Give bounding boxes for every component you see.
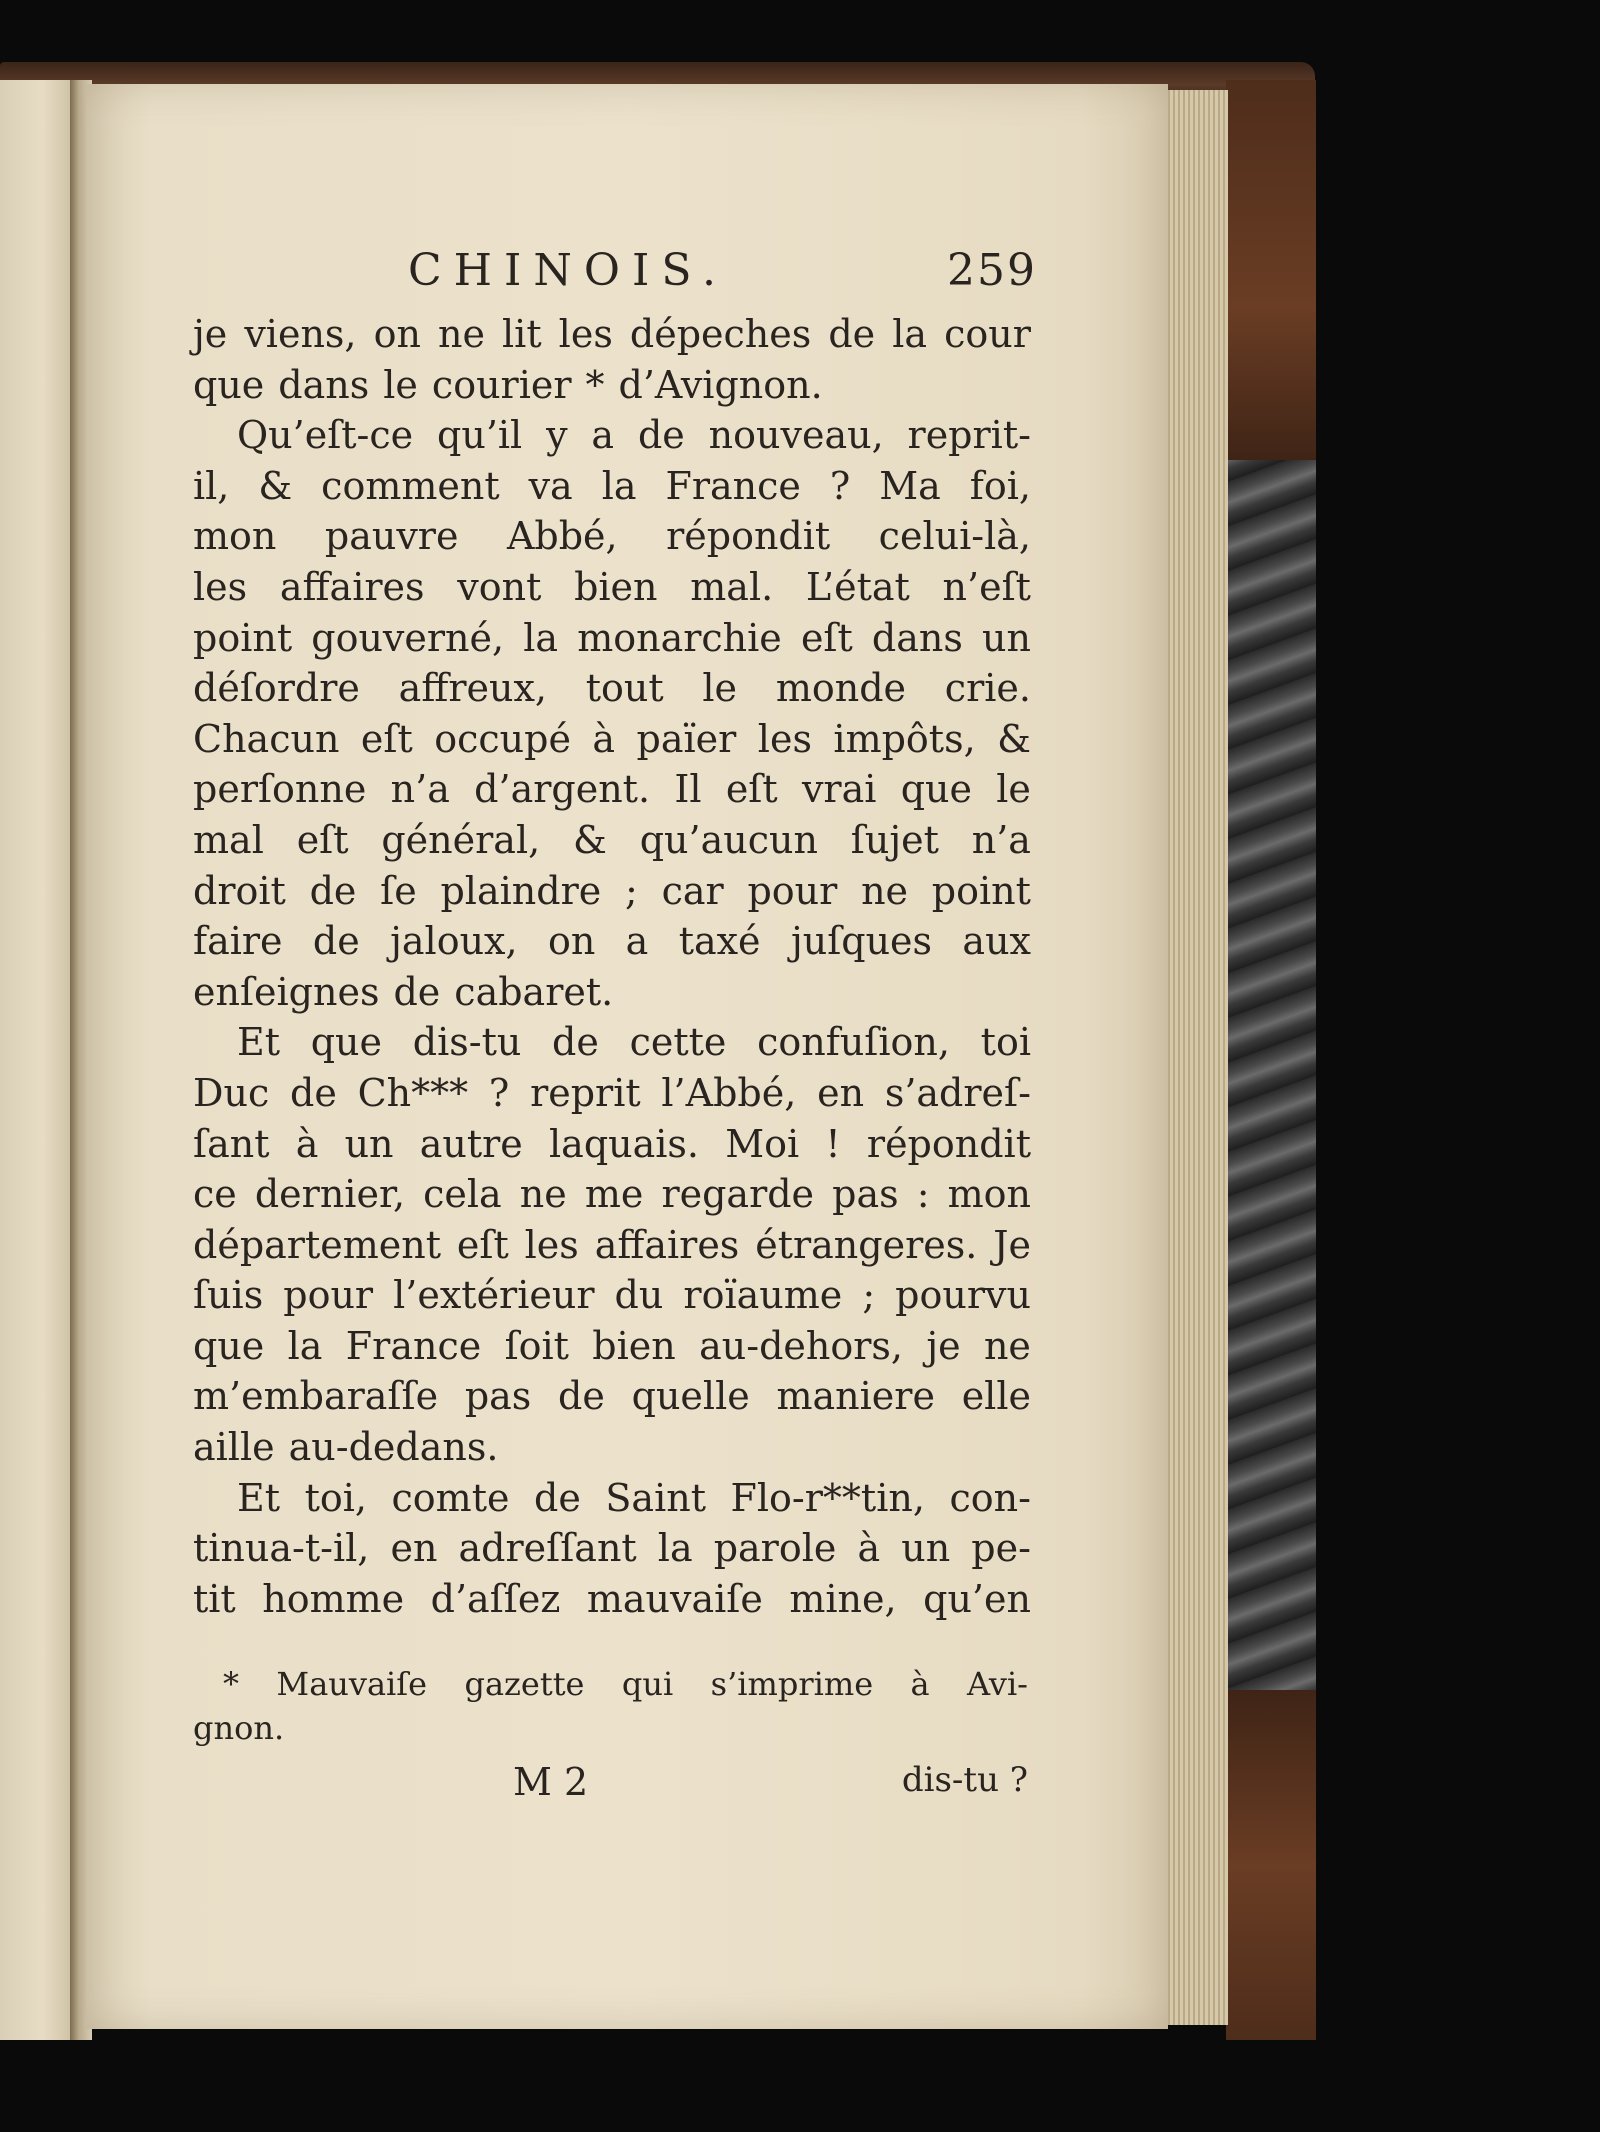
word: ſant xyxy=(193,1121,270,1166)
text-line xyxy=(193,360,1031,411)
word: mine, xyxy=(789,1576,897,1621)
word: confuſion, xyxy=(757,1020,950,1065)
word: le xyxy=(383,362,418,407)
text-line xyxy=(193,1169,1031,1220)
word: Abbé, xyxy=(506,514,618,559)
word: pas xyxy=(832,1172,899,1217)
word: département xyxy=(193,1222,441,1267)
word: ! xyxy=(825,1121,841,1166)
word: de xyxy=(552,1020,599,1065)
text-line xyxy=(193,916,1031,967)
text-line xyxy=(193,1017,1031,1068)
word: n’a xyxy=(971,817,1031,862)
word: droit xyxy=(193,868,286,913)
word: de xyxy=(558,1374,605,1419)
word: n’a xyxy=(390,767,450,812)
word: le xyxy=(702,666,738,711)
word: & xyxy=(258,463,293,508)
word: étrangeres. xyxy=(755,1222,978,1267)
word: ſe xyxy=(380,868,417,913)
text-line xyxy=(193,1270,1031,1321)
word: jaloux, xyxy=(390,919,518,964)
word: du xyxy=(614,1273,664,1318)
catchword: dis-tu ? xyxy=(901,1760,1028,1800)
text-block xyxy=(193,245,1037,1624)
word: s’adreſ- xyxy=(884,1070,1031,1115)
text-line xyxy=(193,309,1031,360)
word: monarchie xyxy=(577,615,782,660)
text-line xyxy=(193,1068,1031,1119)
word: les xyxy=(757,716,812,761)
word: reprit xyxy=(530,1070,641,1115)
word: ſuis xyxy=(193,1273,264,1318)
word: occupé xyxy=(434,716,571,761)
word: roïaume xyxy=(683,1273,843,1318)
footnote-line xyxy=(193,1706,1028,1750)
word: ſoit xyxy=(504,1323,569,1368)
word: celui-là, xyxy=(878,514,1031,559)
word: je xyxy=(193,312,228,356)
word: affaires xyxy=(279,564,425,609)
word: : xyxy=(916,1172,930,1217)
word: pauvre xyxy=(324,514,459,559)
leather-corner-bottom xyxy=(1226,1690,1316,2040)
leather-corner-top xyxy=(1226,80,1316,460)
word: ? xyxy=(488,1070,510,1115)
word: qu’il xyxy=(437,413,523,458)
word: & xyxy=(573,817,607,862)
word: nouveau, xyxy=(708,413,884,458)
word: toi xyxy=(980,1020,1031,1065)
word: mauvaiſe xyxy=(586,1576,763,1621)
word: Chacun xyxy=(193,716,340,761)
word: comment xyxy=(321,463,500,508)
word: je xyxy=(926,1323,961,1368)
word: regarde xyxy=(661,1172,815,1217)
word: ne xyxy=(983,1323,1031,1368)
word: Flo-r**tin, xyxy=(730,1475,925,1520)
page-header xyxy=(193,245,1037,305)
word: eſt xyxy=(725,767,778,812)
word: ? xyxy=(829,463,851,508)
word: cette xyxy=(629,1020,727,1065)
word: bien xyxy=(574,564,658,609)
word: n’eſt xyxy=(942,564,1031,609)
word: France xyxy=(665,463,801,508)
word: dis-tu xyxy=(412,1020,522,1065)
word: qu’aucun xyxy=(639,817,818,862)
word: que xyxy=(900,767,972,812)
body-text xyxy=(193,309,1031,1624)
word: que xyxy=(193,362,265,407)
word: me xyxy=(584,1172,644,1217)
word: elle xyxy=(961,1374,1031,1419)
word: eſt xyxy=(360,716,413,761)
facing-page xyxy=(0,80,80,2040)
word: comte xyxy=(391,1475,510,1520)
text-line xyxy=(193,663,1031,714)
word: adreſſant xyxy=(458,1526,637,1571)
word: pour xyxy=(747,868,838,913)
word: les xyxy=(558,312,613,356)
word: impôts, xyxy=(833,716,976,761)
word: Il xyxy=(674,767,702,812)
word: général, xyxy=(381,817,541,862)
word: perſonne xyxy=(193,767,367,812)
word: dans xyxy=(278,362,370,407)
word: courier xyxy=(431,362,572,407)
word: déſordre xyxy=(193,666,360,711)
text-line xyxy=(193,714,1031,765)
word: quelle xyxy=(631,1374,750,1419)
page-number: 259 xyxy=(947,245,1037,296)
word: d’Avignon. xyxy=(618,362,823,407)
word: point xyxy=(193,615,293,660)
word: le xyxy=(996,767,1031,812)
word: l’Abbé, xyxy=(661,1070,797,1115)
text-line xyxy=(193,461,1031,512)
word: a xyxy=(591,413,615,458)
text-line xyxy=(193,1422,1031,1473)
word: cela xyxy=(423,1172,502,1217)
word: laquais. xyxy=(549,1121,700,1166)
word: parole xyxy=(713,1526,837,1571)
word: autre xyxy=(419,1121,523,1166)
word: que xyxy=(310,1020,383,1065)
text-line xyxy=(193,1473,1031,1524)
word: dépeches xyxy=(629,312,812,356)
word: de xyxy=(309,868,357,913)
word: qu’en xyxy=(923,1576,1031,1621)
word: il, xyxy=(193,463,230,508)
word: point xyxy=(931,868,1031,913)
footnote-word: à xyxy=(910,1665,930,1703)
word: eſt xyxy=(800,615,853,660)
word: Duc xyxy=(193,1070,270,1115)
word: de xyxy=(637,413,685,458)
footnote-word: Avi- xyxy=(967,1665,1028,1703)
word: Ch*** xyxy=(357,1070,469,1115)
word: de xyxy=(828,312,876,356)
footnote-text: gnon. xyxy=(193,1709,285,1747)
word: faire xyxy=(193,919,283,964)
footnote-word: * xyxy=(223,1665,239,1703)
word: de xyxy=(312,919,360,964)
word: plaindre xyxy=(440,868,602,913)
word: crie. xyxy=(944,666,1031,711)
text-line xyxy=(193,1321,1031,1372)
text-line xyxy=(193,866,1031,917)
footnote xyxy=(193,1662,1028,1750)
word: répondit xyxy=(866,1121,1031,1166)
word: Et xyxy=(237,1020,281,1065)
word: mal xyxy=(193,817,264,862)
word: eſt xyxy=(296,817,349,862)
word: dans xyxy=(871,615,963,660)
word: maniere xyxy=(776,1374,935,1419)
word: Moi xyxy=(725,1121,800,1166)
word: la xyxy=(892,312,928,356)
word: tout xyxy=(585,666,664,711)
word: ſujet xyxy=(850,817,939,862)
word: Je xyxy=(993,1222,1031,1267)
word: de xyxy=(290,1070,337,1115)
word: m’embaraſſe xyxy=(193,1374,439,1419)
word: en xyxy=(817,1070,865,1115)
footnote-word: s’imprime xyxy=(710,1665,874,1703)
word: la xyxy=(523,615,559,660)
word: on xyxy=(373,312,421,356)
text-line xyxy=(193,967,1031,1018)
text-line xyxy=(193,815,1031,866)
word: eſt xyxy=(456,1222,509,1267)
footnote-line xyxy=(193,1662,1028,1706)
word: tinua-t-il, xyxy=(193,1526,370,1571)
word: ne xyxy=(519,1172,567,1217)
word: gouverné, xyxy=(311,615,505,660)
word: mon xyxy=(947,1172,1031,1217)
text-line xyxy=(193,1523,1031,1574)
word: enſeignes xyxy=(193,969,380,1014)
word: a xyxy=(625,919,649,964)
text-line xyxy=(193,562,1031,613)
text-line xyxy=(193,1574,1031,1625)
word: Ma xyxy=(879,463,941,508)
word: que xyxy=(193,1323,265,1368)
word: un xyxy=(344,1121,394,1166)
word: à xyxy=(295,1121,319,1166)
text-line xyxy=(193,1119,1031,1170)
word: y xyxy=(546,413,568,458)
word: les xyxy=(524,1222,579,1267)
footnote-word: qui xyxy=(621,1665,674,1703)
word: pas xyxy=(464,1374,532,1419)
text-line xyxy=(193,1220,1031,1271)
word: ne xyxy=(438,312,485,356)
word: vrai xyxy=(801,767,877,812)
word: un xyxy=(901,1526,951,1571)
footnote-word: Mauvaiſe xyxy=(276,1665,428,1703)
text-line xyxy=(193,410,1031,461)
word: tit xyxy=(193,1576,236,1621)
word: ; xyxy=(862,1273,876,1318)
word: ; xyxy=(625,868,638,913)
text-line xyxy=(193,613,1031,664)
word: affreux, xyxy=(398,666,547,711)
text-line xyxy=(193,764,1031,815)
word: mal. xyxy=(690,564,774,609)
word: d’argent. xyxy=(474,767,651,812)
word: les xyxy=(193,564,248,609)
word: homme xyxy=(262,1576,405,1621)
text-line xyxy=(193,1371,1031,1422)
word: taxé xyxy=(678,919,761,964)
word: à xyxy=(857,1526,881,1571)
word: on xyxy=(547,919,596,964)
word: païer xyxy=(636,716,737,761)
word: ce xyxy=(193,1172,237,1217)
word: cabaret. xyxy=(454,969,614,1014)
word: Et xyxy=(237,1475,281,1520)
word: au-dedans. xyxy=(288,1425,499,1470)
word: au-dehors, xyxy=(699,1323,903,1368)
word: lit xyxy=(502,312,542,356)
word: reprit- xyxy=(907,413,1031,458)
word: vont xyxy=(457,564,542,609)
word: Saint xyxy=(605,1475,706,1520)
page-edges xyxy=(1160,90,1228,2025)
word: dernier, xyxy=(254,1172,406,1217)
word: la xyxy=(287,1323,323,1368)
word: va xyxy=(528,463,573,508)
word: un xyxy=(982,615,1031,660)
word: monde xyxy=(775,666,907,711)
word: France xyxy=(345,1323,482,1368)
word: cour xyxy=(944,312,1031,356)
footnote-word: gazette xyxy=(464,1665,585,1703)
word: mon xyxy=(193,514,277,559)
word: aux xyxy=(962,919,1031,964)
word: de xyxy=(393,969,441,1014)
word: la xyxy=(657,1526,693,1571)
word: la xyxy=(601,463,637,508)
word: en xyxy=(390,1526,438,1571)
word: viens, xyxy=(244,312,357,356)
word: d’aſſez xyxy=(430,1576,561,1621)
word: foi, xyxy=(969,463,1031,508)
word: car xyxy=(661,868,724,913)
word: toi, xyxy=(304,1475,367,1520)
running-title: CHINOIS. xyxy=(408,245,728,296)
word: répondit xyxy=(666,514,831,559)
signature-mark: M 2 xyxy=(513,1760,589,1804)
word: * xyxy=(585,362,605,407)
word: aille xyxy=(193,1425,275,1470)
page-footer xyxy=(193,1760,1028,1820)
word: bien xyxy=(592,1323,676,1368)
word: de xyxy=(534,1475,581,1520)
word: ne xyxy=(861,868,909,913)
word: pourvu xyxy=(895,1273,1031,1318)
word: Qu’eſt-ce xyxy=(237,413,414,458)
word: à xyxy=(592,716,616,761)
word: & xyxy=(997,716,1031,761)
word: l’extérieur xyxy=(393,1273,595,1318)
word: juſques xyxy=(790,919,933,964)
word: affaires xyxy=(594,1222,740,1267)
word: pour xyxy=(283,1273,374,1318)
word: L’état xyxy=(805,564,910,609)
word: con- xyxy=(949,1475,1031,1520)
word: pe- xyxy=(971,1526,1031,1571)
text-line xyxy=(193,511,1031,562)
